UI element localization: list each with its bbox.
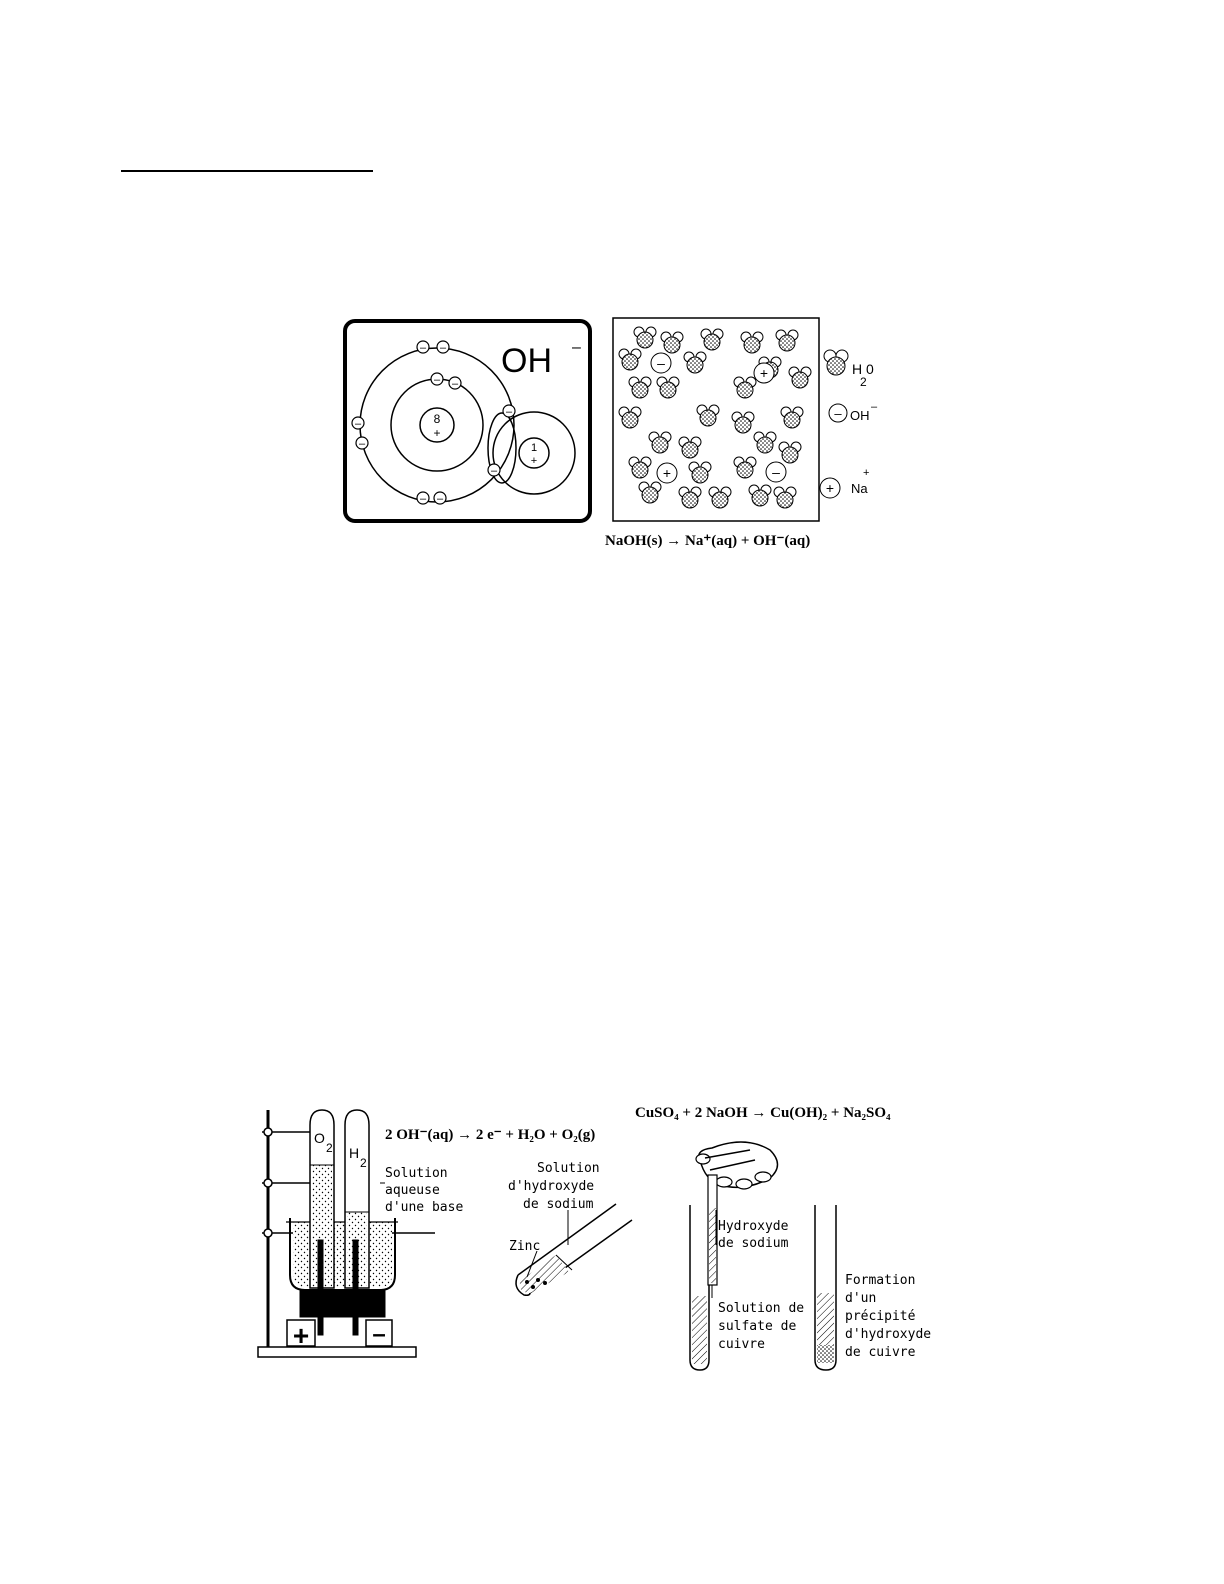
water-molecule — [639, 482, 661, 503]
cathode-sign: – — [372, 1321, 386, 1348]
svg-text:de cuivre: de cuivre — [845, 1345, 916, 1360]
svg-text:–: – — [419, 493, 427, 505]
zinc-test — [508, 1161, 632, 1295]
svg-text:Solution: Solution — [385, 1166, 448, 1181]
water-molecule — [709, 487, 731, 508]
legend-sodium — [820, 467, 869, 498]
water-molecule — [657, 377, 679, 398]
ions — [651, 353, 786, 483]
svg-text:–: – — [505, 406, 513, 418]
svg-text:–: – — [772, 464, 780, 480]
precipitation-equation: CuSO₄ + 2 NaOH → Cu(OH)₂ + Na₂SO₄ — [635, 1105, 891, 1121]
copper-sulfate-test — [635, 1105, 931, 1370]
svg-text:–: – — [436, 493, 444, 505]
water-molecule — [781, 407, 803, 428]
svg-text:précipité: précipité — [845, 1309, 916, 1324]
svg-text:Solution: Solution — [537, 1161, 600, 1176]
oh-charge: – — [572, 339, 581, 356]
water-molecule — [619, 349, 641, 370]
svg-text:2: 2 — [860, 375, 867, 389]
svg-text:H: H — [852, 361, 863, 377]
svg-text:–: – — [451, 378, 459, 390]
oh-atomic-model — [345, 321, 590, 521]
water-molecule — [776, 330, 798, 351]
svg-text:cuivre: cuivre — [718, 1337, 765, 1352]
svg-text:–: – — [419, 342, 427, 354]
svg-text:de sodium: de sodium — [718, 1236, 789, 1251]
svg-text:O: O — [314, 1130, 325, 1146]
svg-text:d'un: d'un — [845, 1291, 877, 1306]
svg-text:–: – — [871, 401, 878, 413]
svg-text:2: 2 — [360, 1156, 367, 1170]
water-molecule — [634, 327, 656, 348]
svg-text:OH: OH — [850, 408, 870, 423]
water-molecule — [679, 437, 701, 458]
electrolysis-equation: 2 OH⁻(aq) → 2 e⁻ + H₂O + O₂(g) — [385, 1127, 596, 1143]
water-molecule — [679, 487, 701, 508]
water-molecule — [741, 332, 763, 353]
legend-water — [824, 350, 874, 389]
svg-text:–: – — [657, 355, 665, 371]
svg-text:d'hydroxyde: d'hydroxyde — [508, 1179, 595, 1194]
svg-text:8: 8 — [433, 412, 441, 426]
water-molecule — [754, 432, 776, 453]
svg-text:1: 1 — [530, 442, 538, 454]
water-molecule — [697, 405, 719, 426]
water-molecule — [661, 332, 683, 353]
svg-text:–: – — [490, 465, 498, 477]
legend-hydroxide — [829, 401, 878, 423]
svg-text:d'hydroxyde: d'hydroxyde — [845, 1327, 932, 1342]
svg-text:–: – — [439, 342, 447, 354]
svg-text:Na: Na — [851, 481, 868, 496]
water-molecule — [734, 457, 756, 478]
svg-text:+: + — [759, 365, 769, 381]
svg-text:H: H — [349, 1145, 360, 1161]
svg-text:+: + — [825, 480, 835, 496]
svg-text:Zinc: Zinc — [509, 1239, 541, 1254]
water-molecule — [789, 367, 811, 388]
svg-text:+: + — [530, 455, 538, 467]
svg-text:–: – — [354, 418, 362, 430]
anode-sign: + — [292, 1320, 310, 1351]
water-molecule — [689, 462, 711, 483]
oh-formula: OH — [501, 342, 552, 380]
svg-text:Formation: Formation — [845, 1273, 916, 1288]
water-molecule — [734, 377, 756, 398]
water-molecule — [649, 432, 671, 453]
svg-text:–: – — [834, 406, 842, 421]
electrolysis-apparatus — [258, 1110, 595, 1357]
water-molecule — [629, 377, 651, 398]
svg-text:Solution de: Solution de — [718, 1301, 805, 1316]
svg-text:de sodium: de sodium — [523, 1197, 594, 1212]
svg-text:–: – — [433, 374, 441, 386]
water-molecule — [684, 352, 706, 373]
water-molecule — [774, 487, 796, 508]
water-molecule — [701, 329, 723, 350]
water-molecule — [749, 485, 771, 506]
water-molecule — [629, 457, 651, 478]
svg-text:+: + — [863, 467, 870, 479]
svg-text:0: 0 — [866, 361, 874, 377]
water-molecule — [619, 407, 641, 428]
naoh-solution-diagram — [605, 318, 878, 549]
water-molecule — [732, 412, 754, 433]
water-molecules — [619, 327, 811, 508]
svg-text:aqueuse: aqueuse — [385, 1183, 440, 1198]
water-molecule — [779, 442, 801, 463]
svg-text:2: 2 — [326, 1141, 333, 1155]
svg-text:+: + — [433, 426, 441, 440]
svg-text:+: + — [662, 465, 672, 481]
svg-text:Hydroxyde: Hydroxyde — [718, 1219, 789, 1234]
svg-text:–: – — [358, 438, 366, 450]
dissociation-equation: NaOH(s) → Na⁺(aq) + OH⁻(aq) — [605, 533, 811, 549]
svg-text:d'une base: d'une base — [385, 1200, 464, 1215]
svg-text:sulfate de: sulfate de — [718, 1319, 797, 1334]
